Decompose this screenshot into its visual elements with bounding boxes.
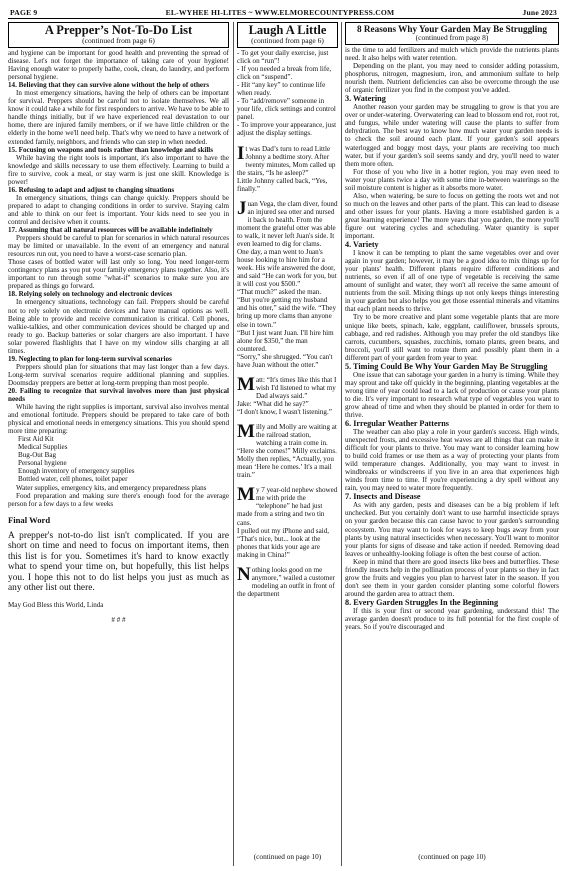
jokes-title-box	[237, 22, 338, 48]
drop-cap: J	[237, 197, 247, 219]
paragraph: One issue that can sabotage your garden in a hurry is timing. While they may sprout and take off quickly in the beginning, planting vegetables at the wrong time of year could lead to a lack of production or cause your plants to die. It's very important to research what type of vegetables you want to grow ahead of time and when they should be planted in order for them to thrive.	[345, 370, 559, 419]
joke: Matt: “It's times like this that I wish I'd listened to what my Dad always said.” Jake: “What did he say?” “I don't know, I wasn't listening.”	[237, 373, 337, 416]
drop-cap: M	[237, 373, 255, 395]
list-item: Enough inventory of emergency supplies	[18, 467, 135, 476]
page-number: PAGE 9	[10, 8, 38, 17]
masthead: EL-WYHEE HI-LITES ~ WWW.ELMORECOUNTYPRESS.COM	[165, 8, 395, 17]
paragraph: Try to be more creative and plant some vegetable plants that are more unique like beets, spinach, kale, eggplant, cauliflower, brussels sprouts, cabbage, and red radishes. Although you may prefer the old standbys like carrots, cucumbers, squashes, zucchinis, tomato plants, green beans, and broccoli, you'll still want to rotate them and possibly plant them in a different part of your garden from year to year.	[345, 313, 559, 362]
jokes-subtitle: (continued from page 6)	[251, 36, 324, 45]
paragraph: I know it can be tempting to plant the same vegetables over and over again in your garden; however, it may be a good idea to mix things up for your plants' health. Different plants require different conditions and nutrients, so even if all of one type of vegetable is receiving the same amount of sunlight and water, they won't all receive the same amount of nutrients from the soil. Mixing things up not only keeps things interesting in your garden but also helps you get those essential minerals and vitamins that each plant needs to thrive.	[345, 249, 559, 314]
paragraph: Another reason your garden may be struggling to grow is that you are over or under-watering. Overwatering can lead to blossom end rot, root rot, and fungus, while under watering will cause the plants to suffer from dehydration. The best way to know how much water your garden needs is to check the soil around each plant. If your garden's soil appears waterlogged and boggy most days, your plants are receiving too much water, but if your garden's soil seems sandy and dry, you'll need to water them more often.	[345, 103, 559, 168]
paragraph: In emergency situations, things can change quickly. Preppers should be prepared to adapt to changing conditions in order to survive. Staying calm and able to think on our feet is important. Your kids need to see you in control and decisive when it counts.	[8, 193, 229, 226]
paragraph: While having the right supplies is important, survival also involves mental and emotional fortitude. Preppers should be prepared to take care of both physical and emotional needs in emergency situations. This you should spend more time preparing:	[8, 403, 229, 436]
paragraph: Also, when watering, be sure to focus on getting the roots wet and not so much on the leaves and other parts of the plant. This can lead to disease and other issues for your plants. Having a more established garden is a great learning experience! The more years that you garden, the more you'll figure out watering cycles and scheduling. Water quantity is super important.	[345, 191, 559, 241]
item-heading: 19. Neglecting to plan for long-term survival scenarios	[8, 354, 172, 363]
paragraph: Food preparation and making sure there's enough food for the average person for a few days to a few weeks	[8, 491, 229, 508]
paragraph: In emergency situations, technology can fail. Preppers should be careful not to rely solely on electronic devices and have manual options as well. Being able to provide and receive communication is critical. Cell phones, walkie-talkies, and other communication devices should be charged up and ready to go. Backup batteries or solar chargers are also important. I have solar powered flashlights that I have on my window sills charging at all times.	[8, 298, 229, 355]
paragraph: The weather can also play a role in your garden's success. High winds, unexpected frosts, and excessive heat waves are all things that can make it difficult for your plants to thrive. You may want to consider learning how to build cold frames or use them as a way of protecting your plants from wild temperature changes. Additionally, you may want to invest in windbreaks or windscreens if you live in an area that experiences high winds from time to time. If you're experiencing a dry spell without any rain, you may need to water more frequently.	[345, 428, 559, 493]
list-item: Medical Supplies	[18, 443, 68, 452]
column-divider	[341, 22, 342, 866]
end-mark: # # #	[111, 615, 126, 624]
issue-date: June 2023	[522, 8, 557, 17]
final-word-heading: Final Word	[8, 514, 51, 525]
list-item: First Aid Kit	[18, 435, 54, 444]
list-item: Personal hygiene	[18, 459, 67, 468]
item-heading: 20. Failing to recognize that survival involves more than just physical needs	[8, 386, 229, 404]
item-heading: 15. Focusing on weapons and tools rather than knowledge and skills	[8, 145, 214, 154]
final-paragraph: A prepper's not-to-do list isn't complicated. If you are short on time and need to focus on important items, then this list is for you. Sometimes it's hard to know exactly what to spend your time on, but hopefully, this list helps you. I hope this not to do list helps you just as much as any other list out there.	[8, 530, 229, 594]
paragraph: In most emergency situations, having the help of others can be important for survival. Preppers should be careful not to isolate themselves. We all know it could take a while for first responders to arrive. We have to be able to handle things initially, but if we have experienced real devastation to our home, there are injured family members, or if we have little children or the elderly in the home we'll need help. That's why we need to have a network of extended family, neighbors, and friends who can step in when needed.	[8, 89, 229, 146]
item-heading: 16. Refusing to adapt and adjust to changing situations	[8, 185, 175, 194]
newspaper-page	[8, 4, 559, 866]
paragraph: As with any garden, pests and diseases can be a big problem if left unchecked. But you certainly don't want to use harmful insecticide sprays on your garden because this can cause havoc to your garden's surrounding ecosystem. You may want to look for ways to keep bugs away from your plants by using natural insecticides when necessary. You'll want to monitor your plants for signs of disease and take action if needed. Removing dead leaves or unhealthy-looking foliage is often the best course of action.	[345, 501, 559, 558]
continued-note: (continued on page 10)	[418, 851, 486, 861]
section-heading: 4. Variety	[345, 240, 379, 250]
article-subtitle: (continued from page 6)	[82, 36, 155, 45]
drop-cap: M	[237, 484, 255, 506]
preppers-article	[8, 22, 229, 863]
section-heading: 5. Timing Could Be Why Your Garden May Be Struggling	[345, 361, 548, 371]
item-heading: 18. Relying solely on technology and electronic devices	[8, 290, 173, 299]
column-divider	[233, 22, 234, 866]
section-heading: 3. Watering	[345, 94, 386, 104]
garden-subtitle: (continued from page 8)	[415, 33, 489, 42]
joke: Milly and Molly are waiting at the railroad station, watching a train come in. “Here she comes!” Milly exclaims. Molly then replies, “Actually, you mean ‘Here he comes.’ It's a mail train.”	[237, 421, 337, 480]
paragraph: is the time to add fertilizers and mulch which provide the nutrients plants need. It also helps with water retention.	[345, 46, 559, 63]
signoff: May God Bless this World, Linda	[8, 600, 104, 609]
article-title: A Prepper’s Not-To-Do List	[44, 23, 193, 37]
garden-title: 8 Reasons Why Your Garden May Be Struggling	[357, 24, 547, 34]
garden-title-box	[345, 22, 559, 45]
list-item: Bug-Out Bag	[18, 451, 57, 460]
joke: My 7 year-old nephew showed me with pride the “telephone” he had just made from a string and two tin cans. I pulled out my iPhone and said, “That's nice, but... look at the phones that kids your age are making in China!”	[237, 484, 338, 559]
section-heading: 6. Irregular Weather Patterns	[345, 419, 449, 429]
article-title-box	[8, 22, 229, 48]
paragraph: Preppers should plan for situations that may last longer than a few days. Long-term survival scenarios require additional planning and supplies. Doomsday preppers are better at long-term prepping than most people.	[8, 362, 229, 387]
joke: Juan Vega, the clam diver, found an injured sea otter and nursed it back to health. From the moment the grateful otter was able to walk, it never left Juan's side. It even learned to dig for clams. One day, a man went to Juan's house looking to hire him for a week. His wife answered the door, and said “He can work for you, but it will cost you $500.” “That much?” asked the man. “But you're getting my husband and his otter,” said the wife. “They bring up more clams than anyone else in town.” “But I just want Juan. I'll hire him alone for $350,” the man countered. “Sorry,” she shrugged. “You can't have Juan without the otter.”	[237, 197, 338, 369]
jokes-title: Laugh A Little	[248, 23, 327, 37]
paragraph: If this is your first or second year gardening, understand this! The average garden doesn't produce to its full potential for the first couple of years. So if you're discouraged and	[345, 606, 559, 632]
paragraph: For those of you who live in a hotter region, you may even need to water your plants twice a day with some time in-between waterings so the soil moisture content is higher as it absorbs more water.	[345, 167, 559, 192]
item-heading: 17. Assuming that all natural resources will be available indefinitely	[8, 226, 213, 235]
paragraph: Depending on the plant, you may need to consider adding potassium, phosphorus, nitrogen, magnesium, iron, and ammonium sulfate to help nourish them. Nutrient deficiencies can also be overcome through the use of organic fertilizer you find in the compost you've added.	[345, 62, 559, 95]
section-heading: 8. Every Garden Struggles In the Beginning	[345, 597, 499, 607]
drop-cap: N	[237, 563, 251, 585]
continued-note: (continued on page 10)	[253, 851, 322, 861]
drop-cap: M	[237, 421, 255, 443]
paragraph: Preppers should be careful to plan for scenarios in which natural resources may be limited or unavailable. In the event of an emergency and natural resources run out, you need to have a worst-case scenario plan.	[8, 234, 229, 259]
paragraph: While having the right tools is important, it's also important to have the knowledge and skills necessary to use them effectively. Learning to build a fire to survive, cook a meal, or stay warm is just one skill. Knowledge is power!	[8, 153, 229, 186]
item-heading: 14. Believing that they can survive alone without the help of others	[8, 81, 209, 90]
list-item: Bottled water, cell phones, toilet paper	[18, 475, 128, 484]
paragraph: Water supplies, emergency kits, and emergency preparedness plans	[16, 483, 207, 492]
jokes-column	[237, 22, 338, 863]
joke: - To get your daily exercise, just click on “run”! - If you needed a break from life, click on “suspend”. - Hit “any key” to continue life when ready. - To “add/remove” someone in your life, click settings and control panel. - To improve your appearance, just adjust the display settings.	[237, 49, 337, 138]
paragraph: and hygiene can be important for good health and preventing the spread of disease. Let's not forget the importance of taking care of your hygiene! Having enough water to properly bathe, cook, clean, do laundry, and perform personal hygiene.	[8, 49, 229, 82]
joke: Nothing looks good on me anymore,” wailed a customer modeling an outfit in front of the department	[237, 563, 335, 598]
paragraph: Keep in mind that there are good insects like bees and butterflies. These friendly insects help in the pollination process of your plants so they in fact grow the fruits and veggies you plan to harvest later in the season. If you don't see them in your garden consider planting some colorful flowers around the garden area to attract them.	[345, 557, 559, 598]
drop-cap: I	[237, 142, 245, 164]
page-header	[8, 4, 559, 19]
paragraph: Those cases of bottled water will last only so long. You need longer-term contingency plans as you put your family emergency plans together. Also, it's important to run through some "what-if" scenarios to make sure you are prepared as things go forward.	[8, 258, 229, 291]
section-heading: 7. Insects and Disease	[345, 492, 421, 502]
garden-article	[345, 22, 559, 863]
joke: It was Dad’s turn to read Little Johnny a bedtime story. After twenty minutes, Mom called up the stairs, “Is he asleep?” Little Johnny called back, “Yes, finally.”	[237, 142, 336, 193]
